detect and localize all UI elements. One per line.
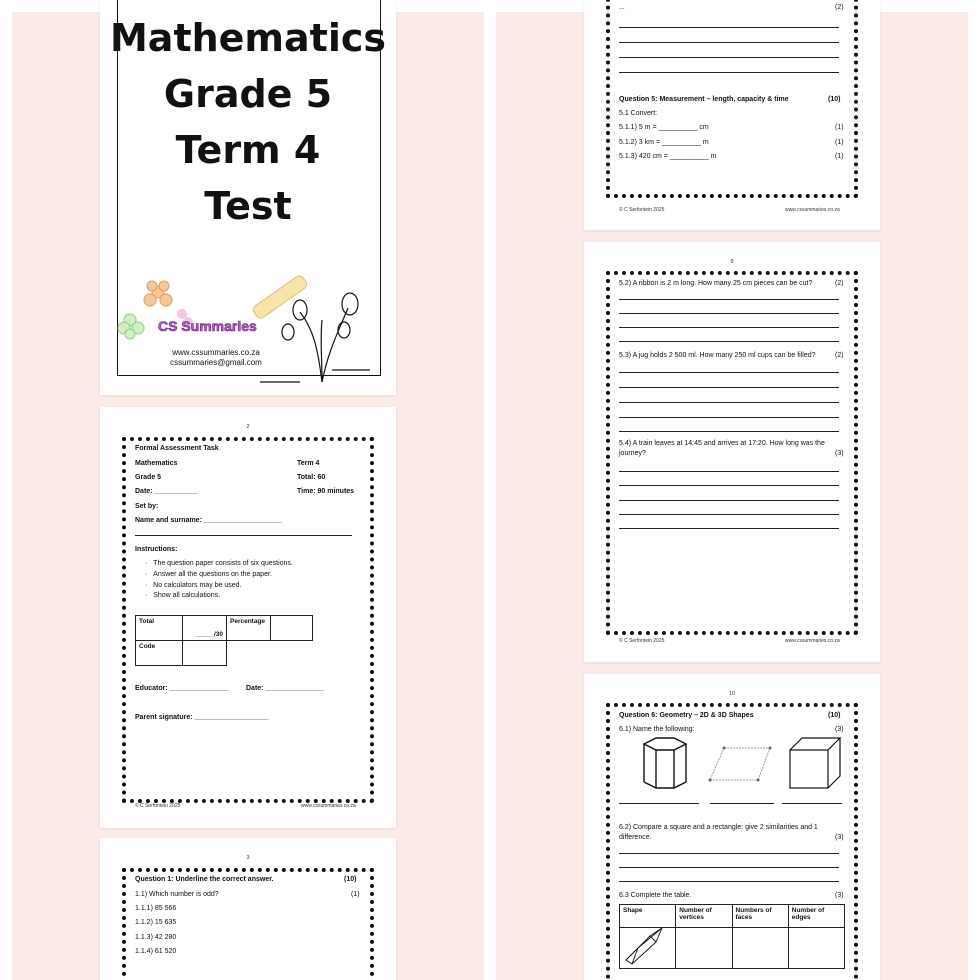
answer-line[interactable]: [619, 299, 839, 300]
question-6-marks: (10): [828, 712, 841, 719]
question-6-title: Question 6: Geometry – 2D & 3D Shapes: [619, 712, 754, 719]
answer-line[interactable]: [619, 417, 839, 418]
answer-option[interactable]: 1.1.3) 42 280: [135, 934, 177, 941]
answer-line[interactable]: [619, 72, 839, 73]
convert-item-marks: (1): [835, 124, 844, 131]
answer-line[interactable]: [619, 528, 839, 529]
code-value-cell[interactable]: [183, 641, 227, 666]
answer-line[interactable]: [619, 881, 839, 882]
table-header: Shape: [620, 905, 676, 928]
convert-item[interactable]: 5.1.2) 3 km = __________ m: [619, 139, 709, 146]
empty-cell: [271, 641, 313, 666]
empty-cell: [227, 641, 271, 666]
answer-option[interactable]: 1.1.4) 61 520: [135, 948, 177, 955]
question-6-2-marks: (3): [835, 834, 844, 841]
cover-title-line-4: Test: [204, 184, 292, 228]
question-6-1: 6.1) Name the following:: [619, 726, 695, 733]
copyright-footer: © C Serfontein 2025: [619, 638, 665, 644]
page-number: 3: [246, 855, 250, 861]
answer-line[interactable]: [619, 313, 839, 314]
question-5-4-line-2: journey?: [619, 450, 646, 457]
table-header: Number of edges: [788, 905, 844, 928]
score-cell[interactable]: _____/30: [183, 616, 227, 641]
shape-answer-line[interactable]: [782, 803, 842, 804]
answer-line[interactable]: [619, 853, 839, 854]
faces-answer-cell[interactable]: [732, 928, 788, 969]
percentage-value-cell[interactable]: [271, 616, 313, 641]
question-5-2-marks: (2): [835, 280, 844, 287]
question-1-marks: (10): [344, 876, 357, 883]
answer-line[interactable]: [619, 372, 839, 373]
question-5-title: Question 5: Measurement – length, capacity & time: [619, 96, 789, 103]
cover-title-line-3: Term 4: [175, 128, 321, 172]
shapes-table: [619, 904, 845, 969]
parallelogram-icon: [704, 742, 774, 792]
page-9: [584, 242, 880, 662]
question-5-3-marks: (2): [835, 352, 844, 359]
convert-item[interactable]: 5.1.3) 420 cm = __________ m: [619, 153, 717, 160]
page-number: 2: [246, 424, 250, 430]
cover-title-line-2: Grade 5: [163, 72, 333, 116]
code-cell: Code: [136, 641, 183, 666]
instructions-heading: Instructions:: [135, 546, 178, 553]
copyright-footer: © C Serfontein 2025: [135, 803, 181, 809]
question-5-4-marks: (3): [835, 450, 844, 457]
page-number: 10: [728, 691, 736, 697]
term-label: Term 4: [297, 460, 320, 467]
website-footer: www.cssummaries.co.za: [785, 638, 840, 644]
answer-line[interactable]: [619, 341, 839, 342]
cs-summaries-logo: CS Summaries: [158, 318, 257, 334]
website-footer: www.cssummaries.co.za: [301, 803, 356, 809]
total-cell: Total: [136, 616, 183, 641]
page-3: [100, 838, 396, 980]
question-6-2-line-1: 6.2) Compare a square and a rectangle: give 2 similarities and 1: [619, 824, 818, 831]
answer-line[interactable]: [619, 471, 839, 472]
vertices-answer-cell[interactable]: [676, 928, 732, 969]
page-number: 9: [730, 259, 734, 265]
answer-line[interactable]: [619, 27, 839, 28]
question-5-marks: (10): [828, 96, 841, 103]
question-6-3-marks: (3): [835, 892, 844, 899]
question-5-4-line-1: 5.4) A train leaves at 14:45 and arrives at 17:20. How long was the: [619, 440, 825, 447]
cube-icon: [786, 736, 846, 796]
question-1-1-marks: (1): [351, 891, 360, 898]
instruction-item: · Show all calculations.: [145, 592, 221, 599]
subject-label: Mathematics: [135, 460, 178, 467]
cut-off-marks: (2): [835, 4, 844, 11]
cover-page: [100, 0, 396, 395]
table-header: Numbers of faces: [732, 905, 788, 928]
cut-off-text: ...: [619, 4, 625, 11]
convert-item-marks: (1): [835, 139, 844, 146]
question-5-2: 5.2) A ribbon is 2 m long. How many 25 cm pieces can be cut?: [619, 280, 813, 287]
instruction-item: · No calculators may be used.: [145, 582, 242, 589]
percentage-cell: Percentage: [227, 616, 271, 641]
website-footer: www.cssummaries.co.za: [785, 207, 840, 213]
answer-line[interactable]: [619, 431, 839, 432]
page-8: [584, 0, 880, 230]
set-by-label: Set by:: [135, 503, 159, 510]
convert-item[interactable]: 5.1.1) 5 m = __________ cm: [619, 124, 709, 131]
page-10: [584, 674, 880, 980]
cover-email: cssummaries@gmail.com: [170, 358, 262, 367]
answer-option[interactable]: 1.1.1) 85 566: [135, 905, 177, 912]
instruction-item: · The question paper consists of six questions.: [145, 560, 293, 567]
educator-field[interactable]: Educator: _______________: [135, 685, 229, 692]
convert-item-marks: (1): [835, 153, 844, 160]
table-header: Number of vertices: [676, 905, 732, 928]
question-5-1: 5.1 Convert:: [619, 110, 658, 117]
answer-line[interactable]: [619, 514, 839, 515]
time-label: Time: 90 minutes: [297, 488, 355, 495]
answer-line[interactable]: [619, 42, 839, 43]
question-6-3: 6.3 Complete the table.: [619, 892, 692, 899]
answer-line[interactable]: [619, 57, 839, 58]
parent-signature-field[interactable]: Parent signature: ___________________: [135, 714, 269, 721]
answer-line[interactable]: [619, 485, 839, 486]
task-title: Formal Assessment Task: [135, 445, 219, 452]
question-6-1-marks: (3): [835, 726, 844, 733]
cover-website: www.cssummaries.co.za: [172, 348, 260, 357]
answer-option[interactable]: 1.1.2) 15 635: [135, 919, 177, 926]
date-field[interactable]: Date: ___________: [135, 488, 198, 495]
shape-answer-line[interactable]: [710, 803, 774, 804]
copyright-footer: © C Serfontein 2025: [619, 207, 665, 213]
answer-line[interactable]: [619, 867, 839, 868]
grade-label: Grade 5: [135, 474, 162, 481]
answer-line[interactable]: [619, 387, 839, 388]
educator-date-field[interactable]: Date: _______________: [246, 685, 324, 692]
shape-cell: [620, 928, 676, 969]
question-1-1: 1.1) Which number is odd?: [135, 891, 219, 898]
answer-line[interactable]: [619, 327, 839, 328]
instruction-item: · Answer all the questions on the paper.: [145, 571, 272, 578]
triangular-prism-icon: [620, 928, 670, 966]
question-5-3: 5.3) A jug holds 2 500 ml. How many 250 ml cups can be filled?: [619, 352, 816, 359]
answer-line[interactable]: [619, 402, 839, 403]
question-1-title: Question 1: Underline the correct answer.: [135, 876, 274, 883]
edges-answer-cell[interactable]: [788, 928, 844, 969]
shape-answer-line[interactable]: [619, 803, 699, 804]
score-table: [135, 615, 313, 666]
hexagonal-prism-icon: [630, 736, 700, 796]
answer-line[interactable]: [619, 500, 839, 501]
name-field[interactable]: Name and surname: ____________________: [135, 517, 282, 524]
cover-title-line-1: Mathematics: [109, 16, 387, 60]
question-6-2-line-2: difference.: [619, 834, 652, 841]
page-2: [100, 407, 396, 828]
total-label: Total: 60: [297, 474, 326, 481]
name-underline: [135, 535, 352, 536]
